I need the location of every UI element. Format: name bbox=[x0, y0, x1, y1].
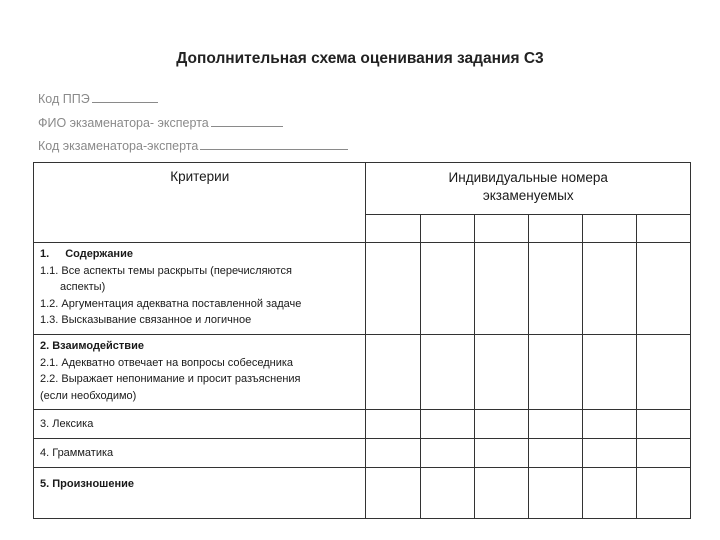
score-cell[interactable] bbox=[582, 468, 636, 519]
ppe-code-label: Код ППЭ bbox=[38, 92, 90, 106]
score-cell[interactable] bbox=[528, 439, 582, 468]
criteria-header: Критерии bbox=[34, 163, 366, 243]
student-number-cell[interactable] bbox=[528, 215, 582, 243]
score-cell[interactable] bbox=[366, 439, 420, 468]
student-number-cell[interactable] bbox=[636, 215, 690, 243]
score-cell[interactable] bbox=[474, 410, 528, 439]
score-cell[interactable] bbox=[366, 410, 420, 439]
score-cell[interactable] bbox=[420, 439, 474, 468]
criterion-grammar: 4. Грамматика bbox=[34, 439, 366, 468]
criterion-item: 2.1. Адекватно отвечает на вопросы собеседника bbox=[40, 356, 294, 369]
score-cell[interactable] bbox=[636, 468, 690, 519]
student-number-cell[interactable] bbox=[420, 215, 474, 243]
score-cell[interactable] bbox=[528, 243, 582, 335]
score-cell[interactable] bbox=[366, 468, 420, 519]
table-row bbox=[34, 335, 691, 410]
student-number-cell[interactable] bbox=[582, 215, 636, 243]
score-cell[interactable] bbox=[528, 468, 582, 519]
criterion-content-title: Содержание bbox=[65, 248, 133, 260]
examiner-code-blank[interactable] bbox=[200, 137, 348, 150]
score-cell[interactable] bbox=[636, 439, 690, 468]
score-cell[interactable] bbox=[474, 335, 528, 410]
student-numbers-header-line1: Индивидуальные номера bbox=[448, 170, 608, 185]
score-cell[interactable] bbox=[420, 468, 474, 519]
score-cell[interactable] bbox=[474, 243, 528, 335]
score-cell[interactable] bbox=[582, 243, 636, 335]
table-row bbox=[34, 468, 691, 519]
criterion-interaction bbox=[34, 335, 366, 410]
assessment-table bbox=[33, 162, 691, 519]
criterion-lexis: 3. Лексика bbox=[34, 410, 366, 439]
ppe-code-field bbox=[38, 90, 158, 106]
score-cell[interactable] bbox=[420, 410, 474, 439]
examiner-code-label: Код экзаменатора-эксперта bbox=[38, 139, 199, 153]
score-cell[interactable] bbox=[582, 410, 636, 439]
criterion-item: 2.2. Выражает непонимание и просит разъяснения bbox=[40, 373, 301, 385]
student-number-cell[interactable] bbox=[366, 215, 420, 243]
criterion-content-num: 1. bbox=[40, 248, 50, 260]
score-cell[interactable] bbox=[636, 243, 690, 335]
score-cell[interactable] bbox=[420, 243, 474, 335]
table-row bbox=[34, 410, 691, 439]
score-cell[interactable] bbox=[528, 335, 582, 410]
examiner-name-blank[interactable] bbox=[211, 114, 283, 127]
criterion-item: (если необходимо) bbox=[40, 389, 137, 402]
criterion-content bbox=[34, 243, 366, 335]
score-cell[interactable] bbox=[420, 335, 474, 410]
ppe-code-blank[interactable] bbox=[92, 90, 158, 103]
score-cell[interactable] bbox=[636, 335, 690, 410]
score-cell[interactable] bbox=[582, 439, 636, 468]
table-row bbox=[34, 439, 691, 468]
student-number-cell[interactable] bbox=[474, 215, 528, 243]
criterion-item: аспекты) bbox=[60, 281, 106, 293]
criterion-pronunciation bbox=[34, 468, 366, 519]
score-cell[interactable] bbox=[528, 410, 582, 439]
criterion-item: 1.1. Все аспекты темы раскрыты (перечисляются bbox=[40, 264, 292, 277]
examiner-code-field bbox=[38, 137, 348, 153]
criterion-pronunciation-title: 5. Произношение bbox=[40, 478, 134, 490]
examiner-name-field bbox=[38, 114, 283, 130]
score-cell[interactable] bbox=[582, 335, 636, 410]
student-numbers-header-line2: экзаменуемых bbox=[482, 188, 574, 203]
score-cell[interactable] bbox=[366, 243, 420, 335]
score-cell[interactable] bbox=[636, 410, 690, 439]
score-cell[interactable] bbox=[474, 468, 528, 519]
page-title: Дополнительная схема оценивания задания С3 bbox=[176, 50, 544, 67]
student-numbers-header bbox=[366, 163, 691, 215]
score-cell[interactable] bbox=[474, 439, 528, 468]
criterion-item: 1.2. Аргументация адекватна поставленной задаче bbox=[40, 297, 302, 310]
examiner-name-label: ФИО экзаменатора- эксперта bbox=[38, 116, 209, 130]
score-cell[interactable] bbox=[366, 335, 420, 410]
criterion-interaction-title: 2. Взаимодействие bbox=[40, 340, 144, 352]
table-row bbox=[34, 243, 691, 335]
criterion-item: 1.3. Высказывание связанное и логичное bbox=[40, 314, 252, 326]
